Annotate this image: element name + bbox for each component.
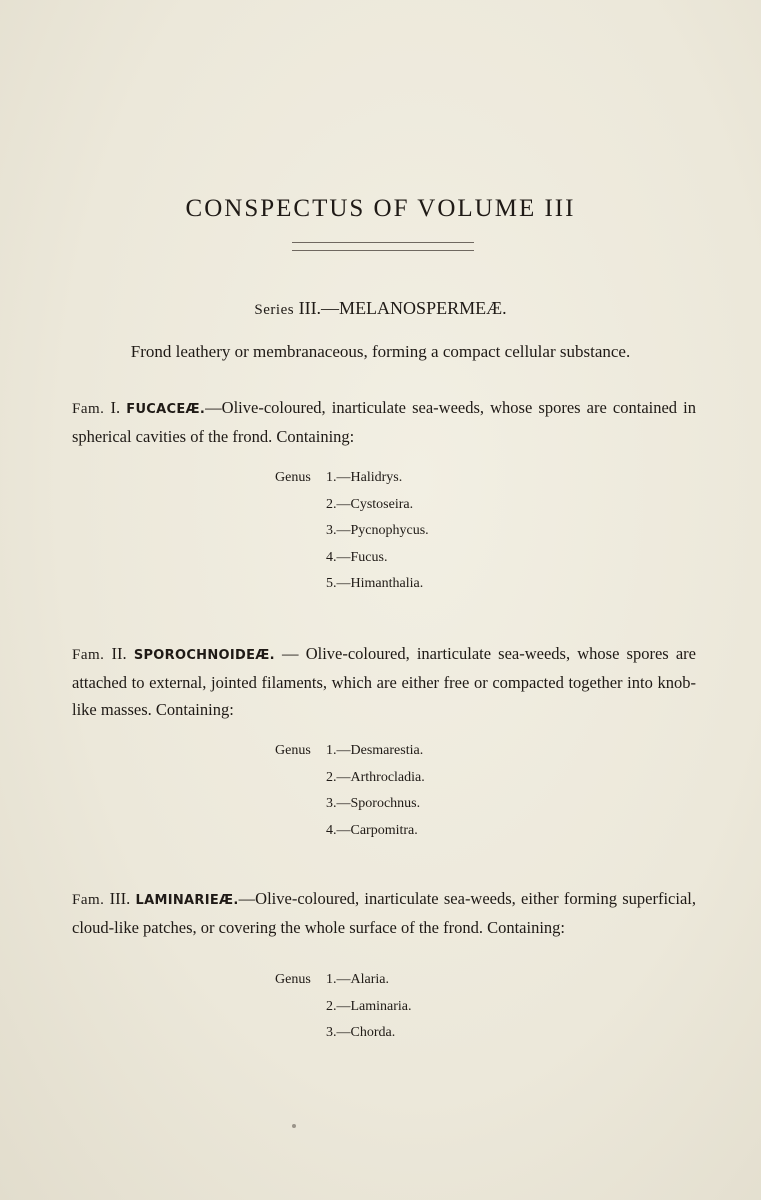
genus-item: 5.—Himanthalia. [326,576,424,591]
genus-item: 2.—Cystoseira. [326,496,414,512]
genus-item: 4.—Carpomitra. [326,822,418,838]
series-label: Series [254,302,295,318]
genus-item: 4.—Fucus. [326,549,388,565]
fam-label: Fam. [72,892,105,908]
genus-label: Genus [275,743,311,758]
series-heading [0,298,761,319]
genus-item: Genus 1.—Alaria. [275,967,412,994]
family-description: —Olive-coloured, inarticulate sea-weeds, whose spores are contained in spherical cavities of the frond. Containing: [72,398,696,446]
fam-numeral: III. [104,889,136,908]
fam-numeral: I. [104,398,127,417]
genus-list-3 [275,967,412,1047]
genus-item: 3.—Pycnophycus. [326,523,429,538]
family-paragraph-3 [72,885,696,941]
family-description: —Olive-coloured, inarticulate sea-weeds, either forming superficial, cloud-like patches, or covering the whole surface of the frond. Containing: [72,889,696,937]
family-name: SPOROCHNOIDEÆ. [133,648,275,663]
family-paragraph-1 [72,394,696,450]
series-description: Frond leathery or membranaceous, forming a compact cellular substance. [130,342,631,361]
fam-numeral: II. [104,644,134,663]
genus-label: Genus [275,470,311,485]
family-description: — Olive-coloured, inarticulate sea-weeds, whose spores are attached to external, jointed filaments, which are either free or compacted together into knob-like masses. Containing: [72,644,696,719]
fam-label: Fam. [72,401,105,417]
genus-item: Genus 1.—Desmarestia. [275,738,425,765]
paper-speck [292,1124,296,1128]
genus-list-2 [275,738,425,844]
page-title: CONSPECTUS OF VOLUME III [185,194,576,222]
genus-label: Genus [275,972,311,987]
family-name: LAMINARIEÆ. [135,893,239,908]
family-paragraph-2 [72,640,696,723]
series-title: III.—MELANOSPERMEÆ. [294,298,507,318]
family-name: FUCACEÆ. [126,402,206,417]
genus-item: 2.—Laminaria. [326,998,412,1014]
genus-list-1 [275,465,429,598]
title-double-rule [292,242,474,251]
fam-label: Fam. [72,647,105,663]
genus-item: 2.—Arthrocladia. [326,769,425,785]
genus-item: 3.—Sporochnus. [326,796,421,811]
genus-item: Genus 1.—Halidrys. [275,465,429,492]
genus-item: 3.—Chorda. [326,1025,396,1040]
